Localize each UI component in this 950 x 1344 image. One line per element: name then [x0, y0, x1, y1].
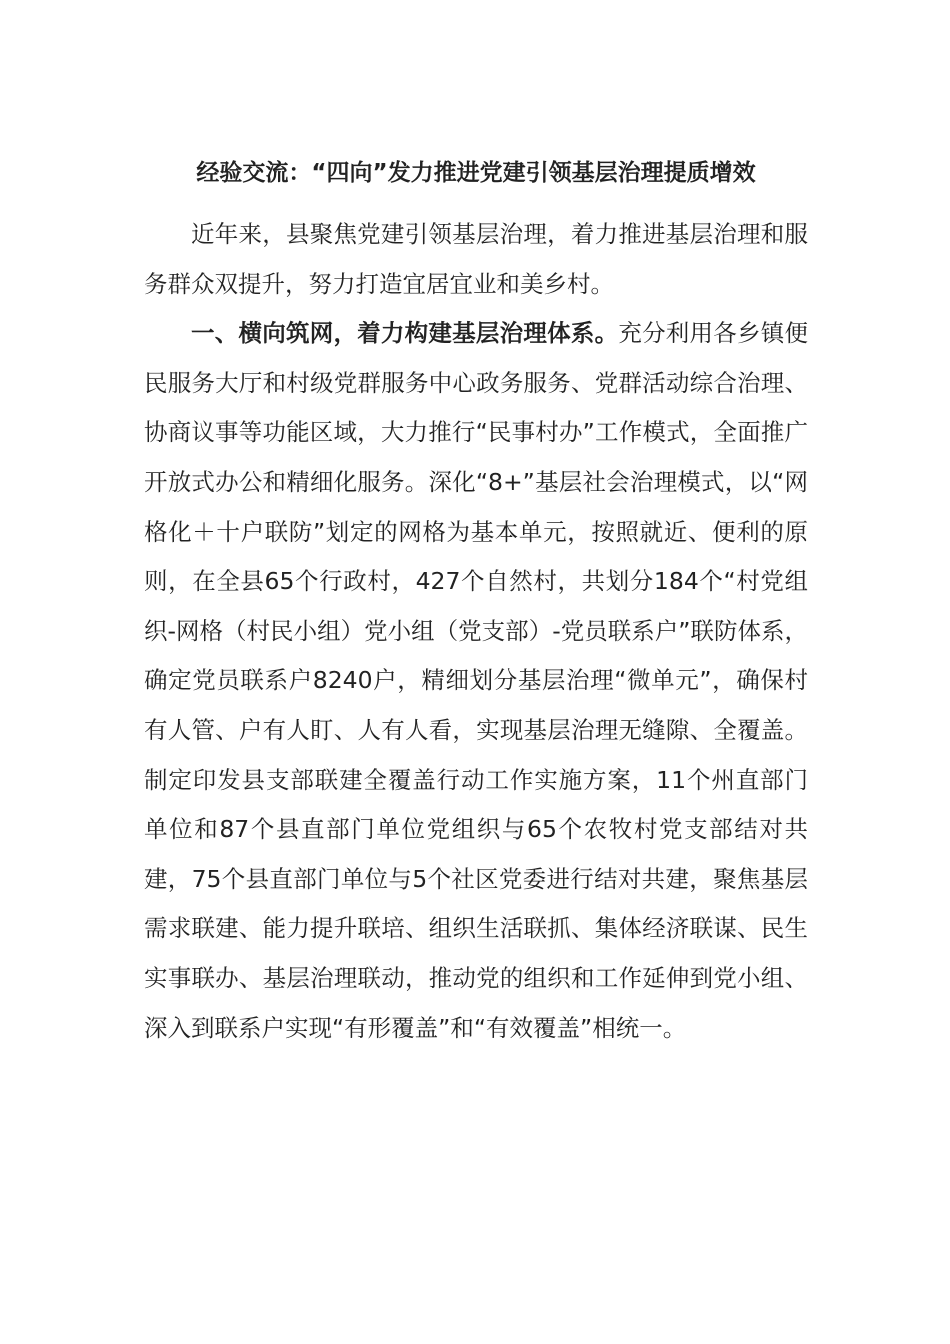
- section-1-body: 充分利用各乡镇便民服务大厅和村级党群服务中心政务服务、党群活动综合治理、协商议事等功能区域，大力推行“民事村办”工作模式，全面推广开放式办公和精细化服务。深化“8+”基层社会治理模式，以“网格化＋十户联防”划定的网格为基本单元，按照就近、便利的原则，在全县65个行政村，427个自然村，共划分184个“村党组织-网格（村民小组）党小组（党支部）-党员联系户”联防体系，确定党员联系户8240户，精细划分基层治理“微单元”，确保村有人管、户有人盯、人有人看，实现基层治理无缝隙、全覆盖。制定印发县支部联建全覆盖行动工作实施方案，11个州直部门单位和87个县直部门单位党组织与65个农牧村党支部结对共建，75个县直部门单位与5个社区党委进行结对共建，聚焦基层需求联建、能力提升联培、组织生活联抓、集体经济联谋、民生实事联办、基层治理联动，推动党的组织和工作延伸到党小组、深入到联系户实现“有形覆盖”和“有效覆盖”相统一。: [144, 319, 809, 1042]
- section-1-paragraph: [144, 309, 808, 1053]
- document-content: [144, 148, 808, 1053]
- section-1-heading: 一、横向筑网，着力构建基层治理体系。: [191, 319, 619, 348]
- document-title: 经验交流：“四向”发力推进党建引领基层治理提质增效: [196, 160, 756, 186]
- intro-paragraph: 近年来，县聚焦党建引领基层治理，着力推进基层治理和服务群众双提升，努力打造宜居宜业和美乡村。: [144, 220, 808, 298]
